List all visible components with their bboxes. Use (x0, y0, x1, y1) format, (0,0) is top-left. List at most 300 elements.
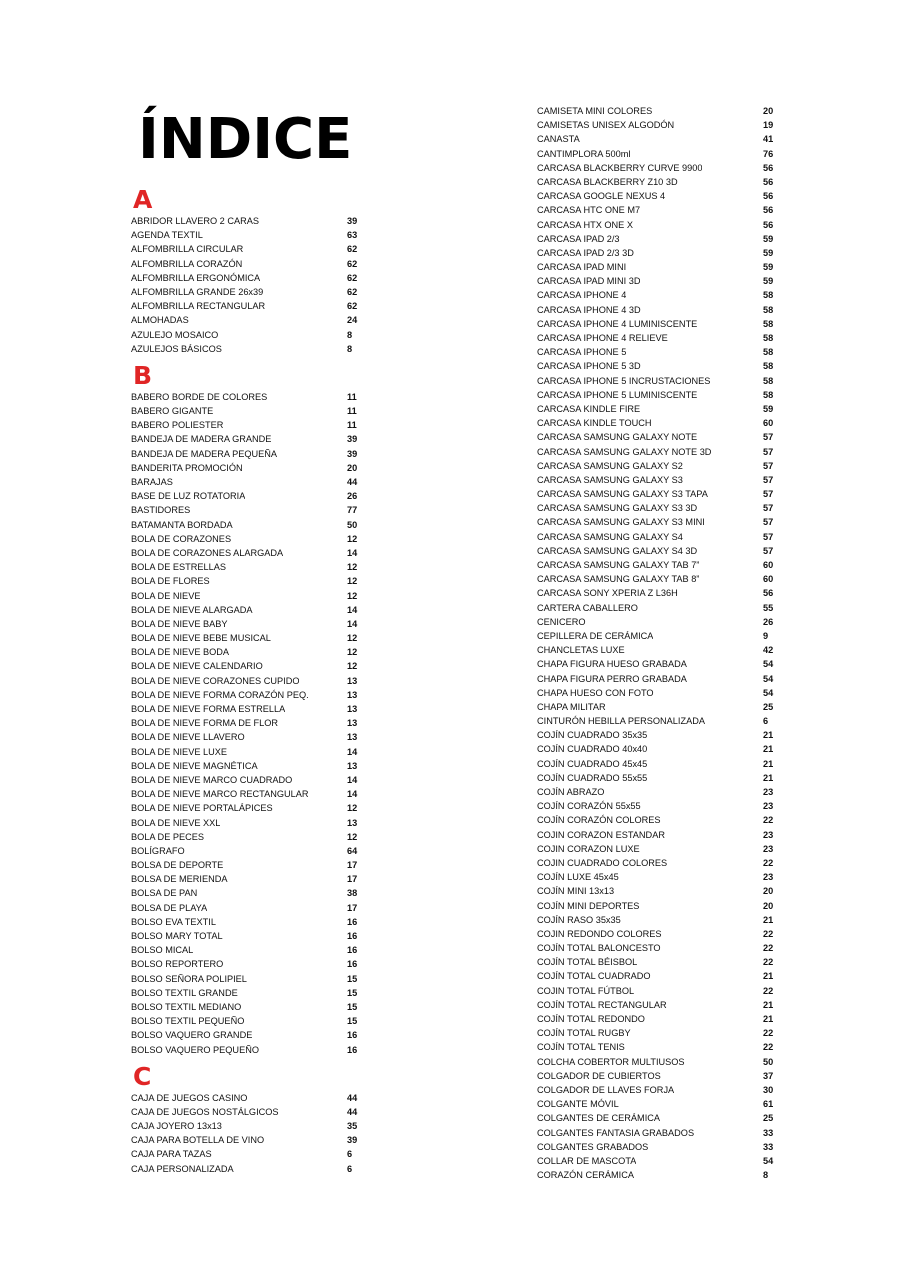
entry-page-number: 56 (763, 176, 774, 187)
entry-name: CEPILLERA DE CERÁMICA (537, 630, 654, 641)
entry-page-number: 58 (763, 318, 774, 329)
entry-name: ALFOMBRILLA CORAZÓN (131, 258, 243, 269)
index-entry (537, 274, 777, 288)
entry-name: CARCASA HTX ONE X (537, 219, 633, 230)
index-entry (131, 1028, 361, 1042)
entry-name: COJÍN TOTAL BALONCESTO (537, 943, 661, 954)
entry-page-number: 39 (347, 216, 358, 226)
entry-name: BOLA DE ESTRELLAS (131, 562, 226, 573)
index-entry (131, 285, 361, 299)
entry-name: CARCASA IPHONE 5 (537, 347, 627, 358)
entry-page-number: 22 (763, 1028, 774, 1039)
index-entry (537, 1140, 777, 1154)
index-entry (131, 1147, 361, 1161)
entry-page-number: 44 (347, 1092, 358, 1103)
index-entry (537, 331, 777, 345)
entry-name: CENICERO (537, 616, 586, 627)
index-entry (131, 271, 361, 285)
index-entry (537, 785, 777, 799)
entry-name: BANDERITA PROMOCIÓN (131, 462, 243, 473)
entry-page-number: 20 (763, 106, 774, 116)
entry-name: ALMOHADAS (131, 315, 189, 326)
entry-name: BABERO GIGANTE (131, 406, 214, 417)
entry-page-number: 6 (347, 1163, 353, 1174)
entry-page-number: 24 (347, 315, 358, 326)
entry-page-number: 59 (763, 262, 774, 273)
entry-page-number: 58 (763, 333, 774, 343)
index-entry (131, 631, 361, 645)
entry-name: CAJA JOYERO 13x13 (131, 1121, 222, 1132)
index-entry (537, 345, 777, 359)
index-entry (537, 913, 777, 927)
entry-page-number: 23 (763, 787, 774, 797)
entry-list (131, 214, 361, 356)
index-entry (537, 1026, 777, 1040)
entry-page-number: 44 (347, 1106, 358, 1117)
index-column-right (537, 104, 777, 1182)
index-entry (537, 828, 777, 842)
entry-list (537, 104, 777, 1182)
entry-page-number: 57 (763, 460, 774, 471)
entry-name: CARCASA SAMSUNG GALAXY TAB 7” (537, 560, 700, 570)
entry-name: COJÍN MINI DEPORTES (537, 900, 640, 911)
index-entry (537, 1083, 777, 1097)
entry-name: BOLA DE NIEVE CORAZONES CUPIDO (131, 675, 300, 686)
entry-page-number: 16 (347, 945, 358, 956)
entry-page-number: 21 (763, 914, 774, 925)
index-entry (537, 771, 777, 785)
index-entry (537, 530, 777, 544)
index-entry (131, 432, 361, 446)
entry-name: ALFOMBRILLA ERGONÓMICA (131, 272, 261, 283)
index-entry (131, 759, 361, 773)
entry-name: BOLA DE NIEVE CALENDARIO (131, 661, 263, 672)
index-entry (131, 901, 361, 915)
entry-name: BABERO POLIESTER (131, 420, 224, 431)
index-entry (537, 459, 777, 473)
index-entry (537, 515, 777, 529)
index-entry (537, 118, 777, 132)
entry-name: CARCASA KINDLE FIRE (537, 403, 641, 414)
entry-page-number: 19 (763, 120, 774, 131)
index-entry (131, 787, 361, 801)
entry-page-number: 62 (347, 301, 358, 312)
index-entry (131, 645, 361, 659)
entry-name: BOLA DE NIEVE MARCO RECTANGULAR (131, 789, 309, 800)
index-entry (537, 132, 777, 146)
entry-page-number: 17 (347, 874, 358, 885)
entry-page-number: 22 (763, 943, 774, 954)
entry-page-number: 20 (763, 886, 774, 897)
entry-name: BOLSO TEXTIL MEDIANO (131, 1001, 242, 1012)
entry-page-number: 58 (763, 347, 774, 358)
entry-page-number: 56 (763, 219, 774, 230)
index-entry (537, 374, 777, 388)
index-entry (537, 473, 777, 487)
index-entry (537, 1069, 777, 1083)
entry-name: BOLSA DE MERIENDA (131, 874, 228, 885)
index-entry (537, 189, 777, 203)
index-entry (131, 589, 361, 603)
entry-name: BOLA DE CORAZONES ALARGADA (131, 547, 284, 558)
section-letter: C (133, 1061, 152, 1091)
entry-page-number: 58 (763, 304, 774, 315)
entry-page-number: 21 (763, 999, 774, 1010)
index-entry (131, 886, 361, 900)
entry-page-number: 56 (763, 162, 774, 173)
entry-page-number: 41 (763, 134, 774, 145)
entry-name: BANDEJA DE MADERA PEQUEÑA (131, 448, 278, 459)
entry-name: COLGADOR DE CUBIERTOS (537, 1070, 661, 1081)
entry-page-number: 16 (347, 916, 358, 927)
entry-page-number: 12 (347, 831, 358, 842)
index-entry (537, 1154, 777, 1168)
index-entry (537, 941, 777, 955)
index-entry (537, 657, 777, 671)
entry-page-number: 54 (763, 673, 774, 684)
index-entry (131, 986, 361, 1000)
page-title: ÍNDICE (138, 107, 353, 172)
entry-page-number: 57 (763, 545, 774, 556)
entry-page-number: 14 (347, 618, 358, 629)
entry-name: CARCASA SAMSUNG GALAXY NOTE (537, 432, 698, 443)
entry-page-number: 12 (347, 590, 358, 601)
entry-page-number: 23 (763, 801, 774, 812)
entry-page-number: 57 (763, 503, 774, 514)
entry-page-number: 11 (347, 420, 357, 431)
index-entry (131, 730, 361, 744)
entry-name: COJÍN TOTAL BÉISBOL (537, 957, 638, 968)
index-entry (537, 686, 777, 700)
entry-name: CARCASA SAMSUNG GALAXY S3 TAPA (537, 489, 708, 500)
index-entry (537, 643, 777, 657)
entry-name: BOLA DE NIEVE XXL (131, 817, 221, 828)
entry-name: CARCASA IPAD MINI (537, 262, 627, 273)
entry-name: CARCASA IPAD 2/3 (537, 233, 620, 244)
entry-page-number: 13 (347, 732, 358, 743)
index-entry (131, 972, 361, 986)
entry-page-number: 42 (763, 645, 774, 656)
entry-name: CHAPA HUESO CON FOTO (537, 687, 654, 698)
entry-name: COLGANTES DE CERÁMICA (537, 1113, 661, 1124)
entry-page-number: 16 (347, 1044, 358, 1055)
entry-name: COJÍN CUADRADO 55x55 (537, 772, 648, 783)
entry-page-number: 20 (763, 900, 774, 911)
entry-name: CARCASA HTC ONE M7 (537, 205, 641, 216)
entry-name: BOLA DE FLORES (131, 576, 210, 587)
index-entry (131, 1162, 361, 1176)
entry-name: BOLSA DE DEPORTE (131, 860, 224, 871)
entry-page-number: 44 (347, 477, 358, 487)
entry-name: CARCASA SAMSUNG GALAXY S3 (537, 474, 683, 485)
index-entry (537, 1126, 777, 1140)
index-entry (131, 461, 361, 475)
entry-page-number: 60 (763, 560, 774, 570)
index-entry (537, 601, 777, 615)
entry-page-number: 12 (347, 576, 358, 587)
index-entry (537, 203, 777, 217)
index-entry (537, 842, 777, 856)
index-entry (131, 503, 361, 517)
entry-name: BOLA DE NIEVE BEBE MUSICAL (131, 633, 271, 644)
entry-name: BOLA DE NIEVE FORMA CORAZÓN PEQ. (131, 689, 309, 700)
entry-name: CAMISETA MINI COLORES (537, 106, 653, 116)
entry-name: BOLSO MARY TOTAL (131, 931, 223, 941)
index-entry (131, 242, 361, 256)
entry-page-number: 57 (763, 517, 774, 528)
index-entry (131, 1043, 361, 1057)
entry-page-number: 60 (763, 574, 774, 585)
index-entry (131, 957, 361, 971)
entry-name: BOLA DE NIEVE MARCO CUADRADO (131, 774, 293, 785)
entry-name: BOLA DE NIEVE LUXE (131, 746, 227, 757)
entry-name: COJÍN CUADRADO 45x45 (537, 758, 648, 769)
index-column-left (131, 184, 361, 1176)
entry-name: BOLA DE CORAZONES (131, 533, 232, 544)
index-entry (131, 943, 361, 957)
entry-name: BASTIDORES (131, 505, 191, 516)
index-entry (537, 813, 777, 827)
entry-page-number: 23 (763, 843, 774, 854)
entry-page-number: 12 (347, 803, 358, 814)
index-entry (537, 161, 777, 175)
entry-page-number: 61 (763, 1099, 774, 1110)
entry-page-number: 21 (763, 772, 774, 783)
entry-name: ABRIDOR LLAVERO 2 CARAS (131, 216, 259, 226)
index-entry (537, 416, 777, 430)
entry-page-number: 13 (347, 817, 358, 828)
index-entry (131, 929, 361, 943)
index-entry (537, 1040, 777, 1054)
entry-name: COJÍN CUADRADO 35x35 (537, 730, 648, 741)
entry-name: CARCASA IPHONE 4 LUMINISCENTE (537, 318, 698, 329)
index-entry (537, 757, 777, 771)
entry-name: COJÍN CUADRADO 40x40 (537, 744, 648, 755)
entry-page-number: 15 (347, 1016, 358, 1027)
entry-name: COLGANTES FANTASIA GRABADOS (537, 1127, 695, 1138)
entry-page-number: 14 (347, 604, 358, 615)
index-entry (537, 799, 777, 813)
entry-page-number: 26 (763, 616, 774, 627)
entry-name: COJÍN MINI 13x13 (537, 886, 615, 897)
entry-page-number: 76 (763, 148, 774, 159)
entry-name: BOLA DE NIEVE FORMA DE FLOR (131, 718, 279, 729)
index-entry (537, 388, 777, 402)
index-entry (131, 844, 361, 858)
entry-name: CARCASA SONY XPERIA Z L36H (537, 588, 678, 599)
entry-page-number: 13 (347, 704, 358, 714)
entry-page-number: 35 (347, 1121, 358, 1132)
entry-page-number: 62 (347, 244, 358, 255)
index-entry (131, 716, 361, 730)
entry-page-number: 22 (763, 928, 774, 939)
entry-page-number: 21 (763, 744, 774, 755)
entry-page-number: 59 (763, 233, 774, 244)
entry-page-number: 62 (347, 286, 358, 297)
entry-name: CHAPA MILITAR (537, 701, 606, 712)
entry-page-number: 57 (763, 432, 774, 443)
entry-page-number: 57 (763, 489, 774, 500)
entry-page-number: 38 (347, 888, 358, 899)
entry-page-number: 25 (763, 1113, 774, 1124)
index-entry (537, 232, 777, 246)
entry-name: CARTERA CABALLERO (537, 602, 638, 613)
entry-name: CAJA DE JUEGOS NOSTÁLGICOS (131, 1106, 279, 1117)
section-letter: B (133, 360, 153, 390)
entry-name: BOLA DE NIEVE PORTALÁPICES (131, 803, 273, 814)
entry-page-number: 55 (763, 602, 774, 613)
entry-page-number: 22 (763, 957, 774, 968)
entry-page-number: 58 (763, 290, 774, 301)
index-entry (131, 328, 361, 342)
index-entry (537, 586, 777, 600)
entry-name: BOLA DE PECES (131, 831, 205, 842)
entry-page-number: 16 (347, 931, 358, 941)
entry-page-number: 22 (763, 1042, 774, 1053)
entry-page-number: 21 (763, 730, 774, 741)
entry-name: BANDEJA DE MADERA GRANDE (131, 434, 272, 445)
index-entry (131, 603, 361, 617)
index-entry (537, 899, 777, 913)
entry-name: BOLSA DE PLAYA (131, 902, 208, 913)
entry-page-number: 14 (347, 547, 358, 558)
entry-page-number: 17 (347, 902, 358, 913)
index-entry (131, 214, 361, 228)
entry-name: BOLSO TEXTIL PEQUEÑO (131, 1016, 245, 1027)
index-entry (537, 672, 777, 686)
entry-name: CARCASA IPHONE 5 3D (537, 361, 641, 372)
entry-name: BOLSO SEÑORA POLIPIEL (131, 973, 247, 984)
entry-page-number: 33 (763, 1127, 774, 1138)
entry-page-number: 12 (347, 647, 358, 658)
entry-name: CARCASA SAMSUNG GALAXY TAB 8” (537, 574, 700, 585)
entry-name: ALFOMBRILLA RECTANGULAR (131, 301, 266, 312)
entry-page-number: 57 (763, 446, 774, 457)
index-entry (537, 984, 777, 998)
index-entry (537, 175, 777, 189)
entry-page-number: 22 (763, 815, 774, 826)
entry-name: COJÍN TOTAL RECTANGULAR (537, 999, 667, 1010)
index-entry (537, 303, 777, 317)
index-entry (537, 998, 777, 1012)
entry-name: CARCASA IPHONE 5 LUMINISCENTE (537, 389, 698, 400)
entry-page-number: 14 (347, 746, 358, 757)
index-entry (537, 487, 777, 501)
index-entry (131, 1119, 361, 1133)
index-entry (537, 629, 777, 643)
entry-page-number: 54 (763, 659, 774, 670)
entry-name: CANASTA (537, 134, 580, 145)
entry-page-number: 6 (763, 716, 769, 727)
index-entry (537, 317, 777, 331)
entry-name: CARCASA IPHONE 4 3D (537, 304, 641, 315)
entry-name: CARCASA SAMSUNG GALAXY S3 MINI (537, 517, 705, 528)
entry-name: COJIN CORAZON ESTANDAR (537, 829, 665, 840)
entry-name: BOLSO VAQUERO PEQUEÑO (131, 1044, 259, 1055)
entry-page-number: 63 (347, 230, 358, 241)
entry-name: BOLSO TEXTIL GRANDE (131, 987, 238, 998)
entry-page-number: 16 (347, 1030, 358, 1041)
entry-name: COJIN REDONDO COLORES (537, 928, 662, 939)
index-entry (131, 1133, 361, 1147)
index-entry (131, 745, 361, 759)
entry-name: COJÍN LUXE 45x45 (537, 872, 619, 883)
index-entry (131, 532, 361, 546)
entry-name: COJÍN TOTAL CUADRADO (537, 971, 651, 982)
index-entry (131, 1105, 361, 1119)
entry-name: CARCASA IPAD MINI 3D (537, 276, 641, 287)
entry-name: CARCASA SAMSUNG GALAXY NOTE 3D (537, 446, 712, 457)
entry-name: CHAPA FIGURA HUESO GRABADA (537, 659, 687, 670)
entry-page-number: 14 (347, 789, 358, 800)
entry-page-number: 59 (763, 403, 774, 414)
entry-name: CARCASA BLACKBERRY CURVE 9900 (537, 162, 703, 173)
entry-name: COJÍN TOTAL REDONDO (537, 1014, 645, 1024)
index-entry (537, 359, 777, 373)
entry-name: COJÍN RASO 35x35 (537, 914, 621, 925)
index-entry (537, 728, 777, 742)
entry-name: BOLSO EVA TEXTIL (131, 916, 216, 927)
entry-name: BATAMANTA BORDADA (131, 519, 233, 530)
index-entry (131, 872, 361, 886)
entry-page-number: 33 (763, 1141, 774, 1152)
entry-page-number: 54 (763, 1155, 774, 1166)
entry-name: COJIN CORAZON LUXE (537, 843, 640, 854)
entry-name: BOLÍGRAFO (131, 845, 185, 856)
entry-page-number: 64 (347, 845, 358, 856)
index-entry (537, 742, 777, 756)
entry-page-number: 12 (347, 533, 358, 544)
index-entry (537, 615, 777, 629)
entry-page-number: 59 (763, 276, 774, 287)
entry-page-number: 21 (763, 971, 774, 982)
index-entry (131, 546, 361, 560)
entry-name: AZULEJOS BÁSICOS (131, 343, 222, 354)
entry-page-number: 13 (347, 675, 358, 686)
index-entry (131, 418, 361, 432)
index-entry (537, 104, 777, 118)
entry-name: BOLSO VAQUERO GRANDE (131, 1030, 253, 1041)
entry-name: CARCASA SAMSUNG GALAXY S4 3D (537, 545, 698, 556)
entry-name: CANTIMPLORA 500ml (537, 148, 631, 159)
index-entry (537, 856, 777, 870)
entry-page-number: 57 (763, 474, 774, 485)
index-entry (537, 927, 777, 941)
entry-name: CHAPA FIGURA PERRO GRABADA (537, 673, 687, 684)
entry-page-number: 23 (763, 829, 774, 840)
index-entry (131, 674, 361, 688)
index-entry (131, 228, 361, 242)
entry-page-number: 39 (347, 1135, 358, 1146)
index-entry (537, 572, 777, 586)
entry-page-number: 56 (763, 205, 774, 216)
entry-name: CINTURÓN HEBILLA PERSONALIZADA (537, 716, 705, 727)
index-entry (131, 915, 361, 929)
index-entry (131, 447, 361, 461)
entry-name: BASE DE LUZ ROTATORIA (131, 491, 246, 502)
index-entry (537, 955, 777, 969)
section-letter: A (133, 185, 153, 214)
index-entry (537, 700, 777, 714)
entry-page-number: 56 (763, 191, 774, 202)
entry-page-number: 6 (347, 1149, 353, 1160)
entry-name: BOLA DE NIEVE LLAVERO (131, 732, 245, 743)
entry-name: BOLSO MICAL (131, 945, 194, 956)
index-entry (537, 218, 777, 232)
entry-page-number: 11 (347, 391, 357, 402)
entry-name: CARCASA IPHONE 4 (537, 290, 627, 301)
index-entry (131, 574, 361, 588)
